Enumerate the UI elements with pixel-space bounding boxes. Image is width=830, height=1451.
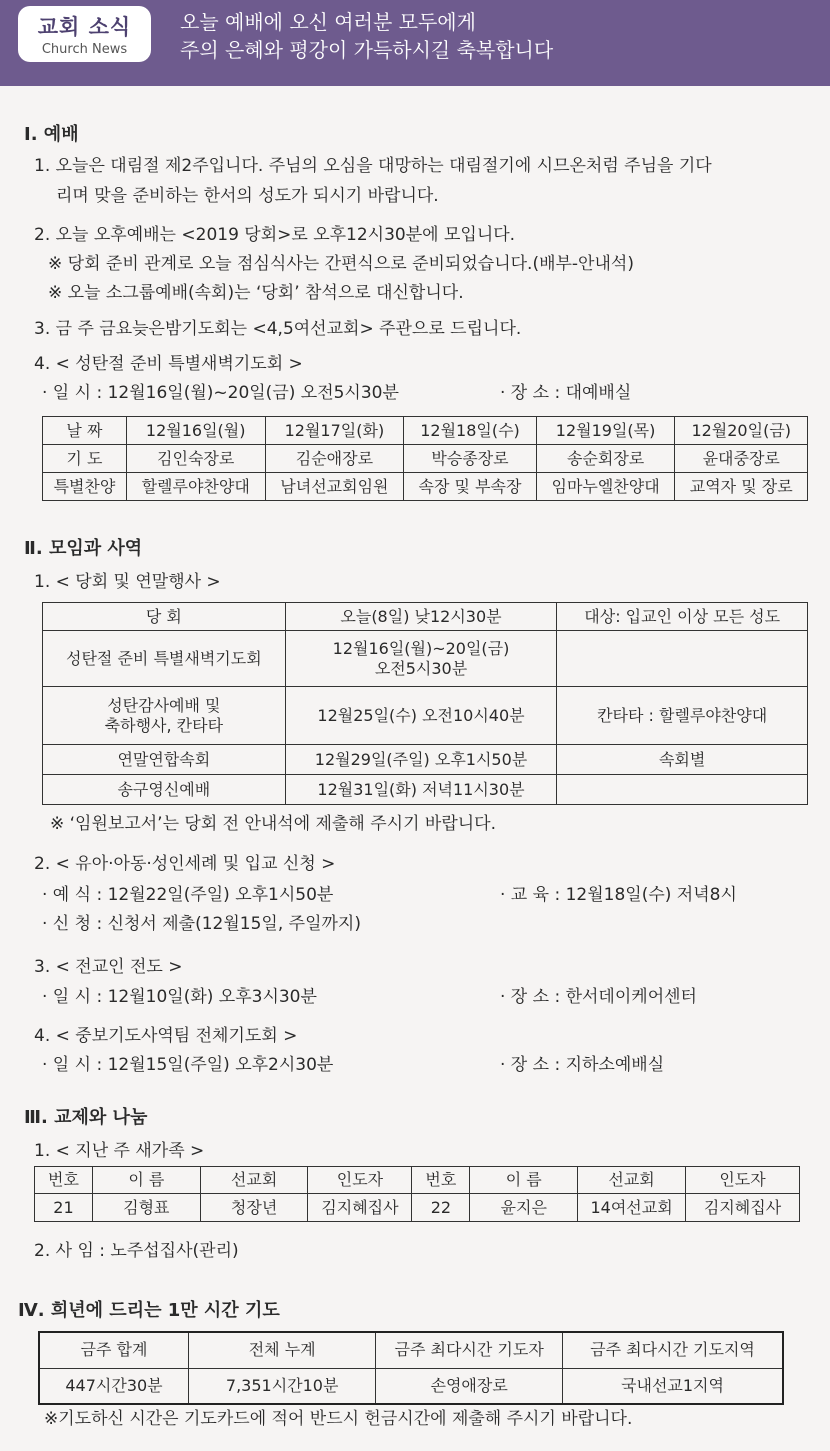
s2-item4-place: · 장 소 : 지하소예배실 bbox=[500, 1055, 665, 1075]
table-cell bbox=[557, 631, 808, 687]
badge-title-en: Church News bbox=[41, 42, 128, 57]
table-cell: 칸타타 : 할렐루야찬양대 bbox=[557, 687, 808, 745]
table-cell: 인도자 bbox=[308, 1167, 412, 1194]
table-row bbox=[35, 1194, 800, 1222]
table-cell: 속장 및 부속장 bbox=[404, 473, 536, 501]
table-cell: 손영애장로 bbox=[376, 1368, 563, 1404]
s1-item1-line1: 1. 오늘은 대림절 제2주입니다. 주님의 오심을 대망하는 대림절기에 시므온처럼 주님을 기다 bbox=[34, 156, 712, 176]
cell-line: 성탄감사예배 및 bbox=[107, 695, 221, 715]
table-cell: 번호 bbox=[412, 1167, 470, 1194]
s2-item2-apply: · 신 청 : 신청서 제출(12월15일, 주일까지) bbox=[42, 914, 361, 934]
table-cell: 12월31일(화) 저녁11시30분 bbox=[285, 775, 557, 805]
table-cell: 12월29일(주일) 오후1시50분 bbox=[285, 745, 557, 775]
section-1-title: Ⅰ. 예배 bbox=[24, 124, 79, 145]
s2-item2-title: 2. < 유아·아동·성인세례 및 입교 신청 > bbox=[34, 854, 336, 874]
badge-title-ko: 교회 소식 bbox=[37, 15, 132, 39]
s1-item1-line2: 리며 맞을 준비하는 한서의 성도가 되시기 바랍니다. bbox=[56, 186, 439, 206]
table-cell: 대상: 입교인 이상 모든 성도 bbox=[557, 603, 808, 631]
header-message bbox=[180, 8, 553, 64]
s1-item4-place: · 장 소 : 대예배실 bbox=[500, 383, 632, 403]
s2-item3-title: 3. < 전교인 전도 > bbox=[34, 957, 183, 977]
church-news-badge bbox=[18, 6, 151, 62]
table-cell: 12월20일(금) bbox=[675, 417, 808, 445]
table-cell: 전체 누계 bbox=[189, 1332, 376, 1368]
table-cell: 12월17일(화) bbox=[265, 417, 404, 445]
table-row bbox=[39, 1332, 783, 1368]
table-row bbox=[43, 745, 808, 775]
table-cell: 번호 bbox=[35, 1167, 93, 1194]
table-row bbox=[43, 631, 808, 687]
s2-item3-time: · 일 시 : 12월10일(화) 오후3시30분 bbox=[42, 987, 317, 1007]
table-cell: 7,351시간10분 bbox=[189, 1368, 376, 1404]
table-cell: 송구영신예배 bbox=[43, 775, 286, 805]
table-cell: 김지혜집사 bbox=[686, 1194, 800, 1222]
table-row bbox=[43, 445, 808, 473]
header-line-1: 오늘 예배에 오신 여러분 모두에게 bbox=[180, 10, 476, 34]
table-cell: 성탄절 준비 특별새벽기도회 bbox=[43, 631, 286, 687]
table-cell: 할렐루야찬양대 bbox=[126, 473, 265, 501]
table-cell: 기 도 bbox=[43, 445, 127, 473]
year-end-events-table bbox=[42, 602, 808, 805]
table-cell: 특별찬양 bbox=[43, 473, 127, 501]
table-row bbox=[39, 1368, 783, 1404]
table-cell: 오늘(8일) 낮12시30분 bbox=[285, 603, 557, 631]
s1-item4-time: · 일 시 : 12월16일(월)~20일(금) 오전5시30분 bbox=[42, 383, 399, 403]
table-row bbox=[43, 473, 808, 501]
s1-item2-line3: ※ 오늘 소그룹예배(속회)는 ‘당회’ 참석으로 대신합니다. bbox=[48, 283, 464, 303]
s2-item1-title: 1. < 당회 및 연말행사 > bbox=[34, 572, 221, 592]
table-cell: 박승종장로 bbox=[404, 445, 536, 473]
cell-line: 오전5시30분 bbox=[374, 658, 468, 678]
new-family-table bbox=[34, 1166, 800, 1222]
header-banner bbox=[0, 0, 830, 86]
table-row bbox=[43, 775, 808, 805]
table-cell: 이 름 bbox=[470, 1167, 578, 1194]
table-cell: 임마누엘찬양대 bbox=[536, 473, 675, 501]
table-cell: 금주 최다시간 기도자 bbox=[376, 1332, 563, 1368]
section-2-title: Ⅱ. 모임과 사역 bbox=[24, 538, 143, 559]
table-cell: 당 회 bbox=[43, 603, 286, 631]
table-cell bbox=[285, 631, 557, 687]
table-cell: 국내선교1지역 bbox=[563, 1368, 784, 1404]
table-cell: 12월25일(수) 오전10시40분 bbox=[285, 687, 557, 745]
table-cell: 속회별 bbox=[557, 745, 808, 775]
table-cell: 22 bbox=[412, 1194, 470, 1222]
table-cell: 21 bbox=[35, 1194, 93, 1222]
table-cell: 송순회장로 bbox=[536, 445, 675, 473]
cell-line: 축하행사, 칸타타 bbox=[104, 715, 224, 735]
s3-item1-title: 1. < 지난 주 새가족 > bbox=[34, 1141, 205, 1161]
cell-line: 12월16일(월)~20일(금) bbox=[332, 638, 510, 658]
table-cell: 이 름 bbox=[92, 1167, 200, 1194]
table-cell bbox=[43, 687, 286, 745]
table-cell: 선교회 bbox=[578, 1167, 686, 1194]
s1-item4-title: 4. < 성탄절 준비 특별새벽기도회 > bbox=[34, 354, 303, 374]
table-cell: 청장년 bbox=[200, 1194, 308, 1222]
table-cell: 김순애장로 bbox=[265, 445, 404, 473]
table-cell: 금주 최다시간 기도지역 bbox=[563, 1332, 784, 1368]
table-cell: 날 짜 bbox=[43, 417, 127, 445]
table-row bbox=[43, 687, 808, 745]
table-cell: 선교회 bbox=[200, 1167, 308, 1194]
table-cell: 447시간30분 bbox=[39, 1368, 189, 1404]
table-cell: 남녀선교회임원 bbox=[265, 473, 404, 501]
section-3-title: Ⅲ. 교제와 나눔 bbox=[24, 1107, 148, 1128]
table-cell: 12월19일(목) bbox=[536, 417, 675, 445]
table-cell: 김형표 bbox=[92, 1194, 200, 1222]
table-cell: 인도자 bbox=[686, 1167, 800, 1194]
table-cell: 교역자 및 장로 bbox=[675, 473, 808, 501]
s2-item4-title: 4. < 중보기도사역팀 전체기도회 > bbox=[34, 1026, 298, 1046]
s3-item2-resignation: 2. 사 임 : 노주섭집사(관리) bbox=[34, 1241, 239, 1261]
table-cell: 윤대중장로 bbox=[675, 445, 808, 473]
table-cell: 14여선교회 bbox=[578, 1194, 686, 1222]
s2-item3-place: · 장 소 : 한서데이케어센터 bbox=[500, 987, 697, 1007]
s2-item4-time: · 일 시 : 12월15일(주일) 오후2시30분 bbox=[42, 1055, 334, 1075]
table-cell: 김인숙장로 bbox=[126, 445, 265, 473]
table-cell: 12월18일(수) bbox=[404, 417, 536, 445]
dawn-prayer-table bbox=[42, 416, 808, 501]
table-cell bbox=[557, 775, 808, 805]
table-row bbox=[35, 1167, 800, 1194]
s2-item2-ceremony: · 예 식 : 12월22일(주일) 오후1시50분 bbox=[42, 885, 334, 905]
s2-note: ※ ‘임원보고서’는 당회 전 안내석에 제출해 주시기 바랍니다. bbox=[50, 814, 496, 834]
s1-item2-line2: ※ 당회 준비 관계로 오늘 점심식사는 간편식으로 준비되었습니다.(배부-안내석) bbox=[48, 254, 634, 274]
table-cell: 12월16일(월) bbox=[126, 417, 265, 445]
s4-note: ※기도하신 시간은 기도카드에 적어 반드시 헌금시간에 제출해 주시기 바랍니다. bbox=[44, 1409, 633, 1429]
table-row bbox=[43, 417, 808, 445]
table-cell: 금주 합계 bbox=[39, 1332, 189, 1368]
header-line-2: 주의 은혜와 평강이 가득하시길 축복합니다 bbox=[180, 38, 554, 62]
table-row bbox=[43, 603, 808, 631]
table-cell: 연말연합속회 bbox=[43, 745, 286, 775]
prayer-hours-table bbox=[38, 1331, 784, 1405]
s1-item2-line1: 2. 오늘 오후예배는 <2019 당회>로 오후12시30분에 모입니다. bbox=[34, 225, 516, 245]
section-4-title: Ⅳ. 희년에 드리는 1만 시간 기도 bbox=[18, 1300, 280, 1321]
table-cell: 윤지은 bbox=[470, 1194, 578, 1222]
table-cell: 김지혜집사 bbox=[308, 1194, 412, 1222]
s2-item2-education: · 교 육 : 12월18일(수) 저녁8시 bbox=[500, 885, 737, 905]
s1-item3: 3. 금 주 금요늦은밤기도회는 <4,5여선교회> 주관으로 드립니다. bbox=[34, 319, 522, 339]
